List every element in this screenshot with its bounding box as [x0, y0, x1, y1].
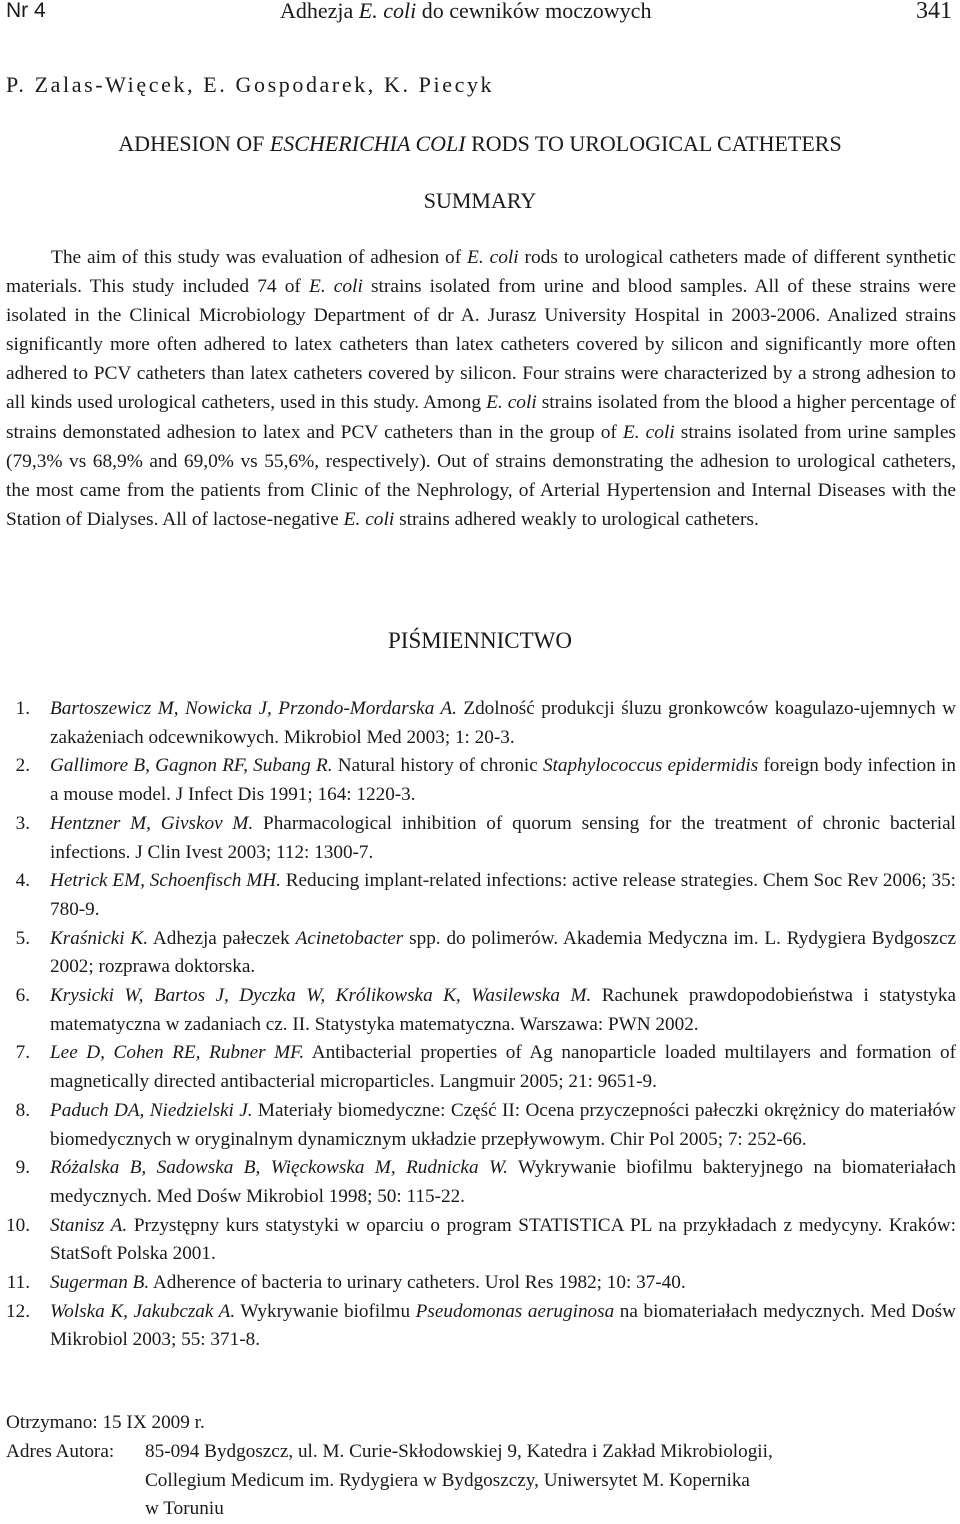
reference-item [0, 1269, 960, 1298]
text-run: The aim of this study was evaluation of adhesion of [51, 247, 468, 268]
reference-item [0, 982, 960, 1039]
address-line: w Toruniu [145, 1498, 224, 1520]
reference-number: 8. [15, 1099, 30, 1121]
text-run: strains adhered weakly to urological catheters. [394, 508, 759, 530]
text-run: Zdolność produkcji śluzu gronkowców koagulazo-ujemnych w zakażeniach odcewnikowych. Mikrobiol Med 2003; 1: 20-3. [50, 698, 956, 748]
address-label: Adres Autora: [6, 1441, 115, 1462]
authors: P. Zalas-Więcek, E. Gospodarek, K. Piecyk [6, 72, 495, 97]
italic-text: Lee D, Cohen RE, Rubner MF. [50, 1042, 305, 1064]
title-post: RODS TO UROLOGICAL CATHETERS [465, 131, 842, 156]
text-run: Przystępny kurs statystyki w oparciu o program STATISTICA PL na przykładach z medycyny. Kraków: StatSoft Polska 2001. [50, 1214, 956, 1265]
text-run: Natural history of chronic [332, 755, 543, 777]
reference-number: 11. [6, 1272, 30, 1294]
text-run: Adhezja pałeczek [148, 927, 296, 949]
received-date: Otrzymano: 15 IX 2009 r. [6, 1412, 205, 1433]
summary-heading: SUMMARY [423, 188, 537, 213]
italic-text: Hetrick EM, Schoenfisch MH. [50, 870, 281, 892]
reference-item [0, 810, 960, 867]
abstract-paragraph [6, 243, 956, 534]
article-title [0, 129, 960, 159]
references-list [0, 695, 960, 1355]
running-title [280, 0, 651, 26]
italic-text: Kraśnicki K. [50, 927, 149, 949]
text-run: na biomateriałach medycznych. Med Dośw Mikrobiol 2003; 55: 371-8. [50, 1300, 956, 1351]
italic-text: E. coli [622, 421, 675, 443]
italic-text: Paduch DA, Niedzielski J. [50, 1099, 253, 1121]
text-run: Rachunek prawdopodobieństwa i statystyka matematyczna w zadaniach cz. II. Statystyka matematyczna. Warszawa: PWN 2002. [50, 985, 956, 1035]
italic-text: Różalska B, Sadowska B, Więckowska M, Rudnicka W. [50, 1157, 508, 1179]
text-run: Wykrywanie biofilmu [235, 1300, 416, 1322]
reference-item [0, 1298, 960, 1355]
text-run: spp. do polimerów. Akademia Medyczna im. L. Rydygiera Bydgoszcz 2002; rozprawa doktorska. [50, 927, 956, 978]
reference-number: 10. [6, 1214, 30, 1236]
reference-item [0, 1097, 960, 1154]
running-title-italic: E. coli [358, 0, 417, 23]
italic-text: E. coli [486, 392, 537, 414]
italic-text: Acinetobacter [295, 927, 404, 949]
italic-text: Staphylococcus epidermidis [543, 755, 759, 777]
address-line: Collegium Medicum im. Rydygiera w Bydgoszczy, Uniwersytet M. Kopernika [145, 1469, 750, 1491]
italic-text: Pseudomonas aeruginosa [415, 1300, 615, 1322]
reference-item [0, 1154, 960, 1211]
reference-number: 12. [6, 1300, 30, 1322]
title-pre: ADHESION OF [118, 131, 270, 156]
reference-item [0, 1212, 960, 1269]
italic-text: Hentzner M, Givskov M. [50, 812, 254, 834]
journal-issue: Nr 4 [6, 0, 46, 22]
text-run: strains isolated from the blood a higher percentage of strains demonstated adhesion to latex and PCV catheters than in the group of [6, 392, 956, 443]
address-line: 85-094 Bydgoszcz, ul. M. Curie-Skłodowskiej 9, Katedra i Zakład Mikrobiologii, [145, 1441, 773, 1462]
reference-number: 7. [15, 1042, 30, 1064]
reference-number: 1. [15, 698, 30, 719]
reference-number: 3. [15, 812, 30, 834]
reference-item [0, 867, 960, 924]
reference-number: 4. [15, 870, 30, 892]
references-heading: PIŚMIENNICTWO [388, 628, 572, 653]
reference-number: 2. [15, 755, 30, 777]
italic-text: Sugerman B. [50, 1272, 150, 1294]
reference-number: 6. [15, 985, 30, 1007]
reference-item [0, 695, 960, 752]
text-run: Adherence of bacteria to urinary catheters. Urol Res 1982; 10: 37-40. [149, 1272, 686, 1294]
text-run: Antibacterial properties of Ag nanoparticle loaded multilayers and formation of magnetically directed antibacterial microparticles. Langmuir 2005; 21: 9651-9. [50, 1042, 956, 1093]
text-run: Materiały biomedyczne: Część II: Ocena przyczepności pałeczki okrężnicy do materiałów biomedycznych w oryginalnym dynamicznym układzie przepływowym. Chir Pol 2005; 7: 252-66. [50, 1099, 957, 1150]
reference-number: 9. [15, 1157, 30, 1179]
address-text [145, 1438, 945, 1524]
title-italic: ESCHERICHIA COLI [269, 131, 466, 156]
italic-text: E. coli [343, 508, 395, 530]
italic-text: E. coli [467, 247, 519, 268]
reference-number: 5. [15, 927, 30, 949]
italic-text: E. coli [308, 276, 363, 298]
page-number: 341 [916, 0, 952, 24]
reference-item [0, 925, 960, 982]
reference-item [0, 1039, 960, 1096]
text-run: Wykrywanie biofilmu bakteryjnego na biomateriałach medycznych. Med Dośw Mikrobiol 1998; 50: 115-22. [50, 1157, 956, 1207]
italic-text: Stanisz A. [50, 1214, 128, 1236]
italic-text: Wolska K, Jakubczak A. [50, 1300, 236, 1322]
text-run: Reducing implant-related infections: active release strategies. Chem Soc Rev 2006; 35: 780-9. [50, 870, 957, 920]
reference-item [0, 752, 960, 809]
italic-text: Bartoszewicz M, Nowicka J, Przondo-Mordarska A. [50, 698, 457, 719]
italic-text: Gallimore B, Gagnon RF, Subang R. [50, 755, 333, 777]
running-title-post: do cewników moczowych [416, 0, 652, 23]
text-run: Pharmacological inhibition of quorum sensing for the treatment of chronic bacterial infections. J Clin Ivest 2003; 112: 1300-7. [50, 812, 956, 863]
italic-text: Krysicki W, Bartos J, Dyczka W, Królikowska K, Wasilewska M. [50, 985, 592, 1007]
running-title-pre: Adhezja [280, 0, 359, 23]
text-run: strains isolated from urine and blood samples. All of these strains were isolated in the Clinical Microbiology Department of dr A. Jurasz University Hospital in 2003-2006. Analized strains significantly more often adhered to latex catheters than latex catheters covered by silicon and significantly more often adhered to PCV catheters than latex catheters covered by silicon. Four strains were characterized by a strong adhesion to all kinds used urological catheters, used in this study. Among [6, 276, 956, 414]
text-run: strains isolated from urine samples (79,3% vs 68,9% and 69,0% vs 55,6%, respectively). Out of strains demonstrating the adhesion to urological catheters, the most came from the patients from Clinic of the Nephrology, of Arterial Hypertension and Internal Diseases with the Station of Dialyses. All of lactose-negative [6, 421, 956, 530]
text-run: rods to urological catheters made of different synthetic materials. This study included 74 of [6, 247, 956, 298]
text-run: foreign body infection in a mouse model. J Infect Dis 1991; 164: 1220-3. [50, 755, 957, 806]
